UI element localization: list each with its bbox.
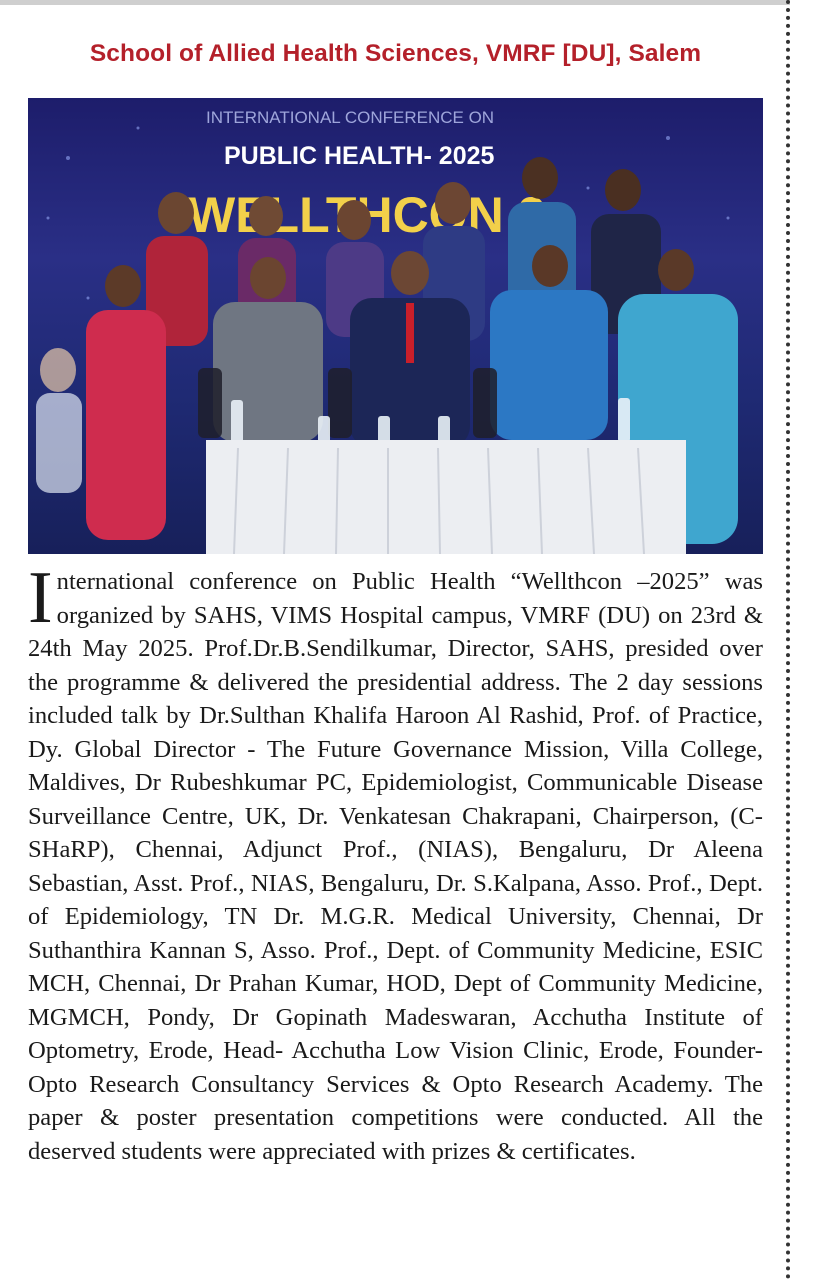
draped-table	[206, 440, 686, 554]
column-divider-dotted-rule	[786, 0, 790, 1280]
top-border-rule	[0, 0, 790, 5]
banner-line-1: INTERNATIONAL CONFERENCE ON	[206, 108, 495, 127]
article-body-text: nternational conference on Public Health “Wellthcon –2025” was organized by SAHS, VIMS Hospital campus, VMRF (DU) on 23rd & 24th May 2025. Prof.Dr.B.Sendilkumar, Director, SAHS, presided over the programme & delivered the presidential address. The 2 day sessions included talk by Dr.Sulthan Khalifa Haroon Al Rashid, Prof. of Practice, Dy. Global Director - The Future Governance Mission, Villa College, Maldives, Dr Rubeshkumar PC, Epidemiologist, Communicable Disease Surveillance Centre, UK, Dr. Venkatesan Chakrapani, Chairperson, (C-SHaRP), Chennai, Adjunct Prof., (NIAS), Bengaluru, Dr Aleena Sebastian, Asst. Prof., NIAS, Bengaluru, Dr. S.Kalpana, Asso. Prof., Dept. of Epidemiology, TN Dr. M.G.R. Medical University, Chennai, Dr Suthanthira Kannan S, Asso. Prof., Dept. of Community Medicine, ESIC MCH, Chennai, Dr Prahan Kumar, HOD, Dept of Community Medicine, MGMCH, Pondy, Dr Gopinath Madeswaran, Acchutha Institute of Optometry, Erode, Head- Acchutha Low Vision Clinic, Erode, Founder- Opto Research Consultancy Services & Opto Research Academy. The paper & poster presentation competitions were conducted. All the deserved students were appreciated with prizes & certificates.	[28, 568, 763, 1165]
conference-group-photo	[28, 98, 763, 554]
drop-cap-letter: I	[28, 557, 53, 639]
banner-line-2: PUBLIC HEALTH- 2025	[224, 142, 495, 170]
article-body	[28, 557, 763, 1168]
article-headline: School of Allied Health Sciences, VMRF [DU], Salem	[89, 40, 702, 67]
